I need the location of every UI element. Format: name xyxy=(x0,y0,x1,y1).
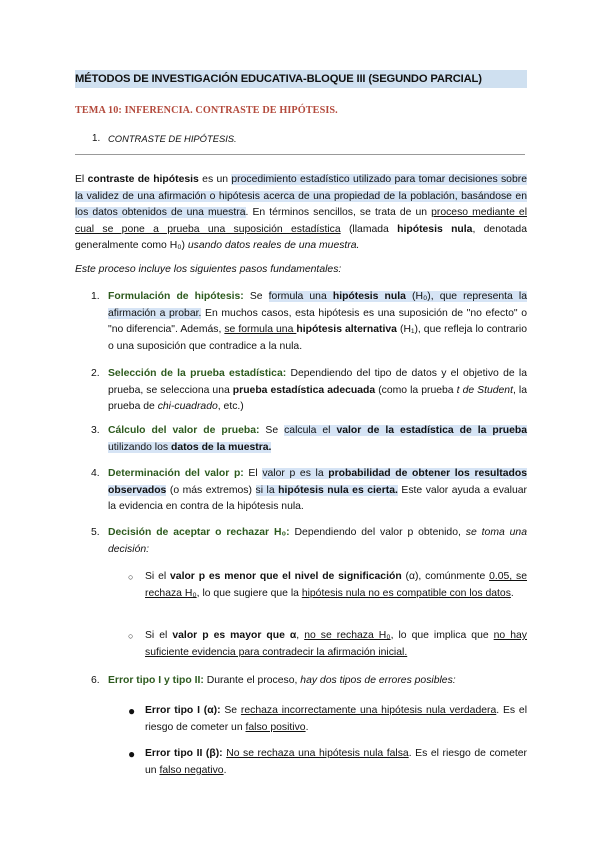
step-number: 3. xyxy=(91,425,100,436)
step-number: 5. xyxy=(91,527,100,538)
decision-bullet-not-reject: Si el valor p es mayor que α, no se rechaza H₀, lo que implica que no hay suficiente evidencia para contradecir la afirmación inicial. xyxy=(145,630,527,658)
step-decision: Decisión de aceptar o rechazar H₀: Dependiendo del valor p obtenido, se toma una decisión: xyxy=(108,527,527,555)
page-title: MÉTODOS DE INVESTIGACIÓN EDUCATIVA-BLOQUE III (SEGUNDO PARCIAL) xyxy=(75,70,527,88)
step-number: 4. xyxy=(91,468,100,479)
steps-lead: Este proceso incluye los siguientes pasos fundamentales: xyxy=(75,264,342,275)
decision-bullet-reject: Si el valor p es menor que el nivel de significación (α), comúnmente 0.05, se rechaza H₀, lo que sugiere que la hipótesis nula no es compatible con los datos. xyxy=(145,571,528,599)
bullet-dot-icon: ● xyxy=(128,704,136,718)
topic-heading: TEMA 10: INFERENCIA. CONTRASTE DE HIPÓTESIS. xyxy=(75,105,338,116)
intro-paragraph: El contraste de hipótesis es un procedimiento estadístico utilizado para tomar decisiones sobre la validez de una afirmación o hipótesis acerca de una propiedad de la población, basándose en los datos obtenidos de una muestra. En términos sencillos, se trata de un proceso mediante el cual se pone a prueba una suposición estadística (llamada hipótesis nula, denotada generalmente como H₀) usando datos reales de una muestra. xyxy=(75,174,527,252)
step-number: 2. xyxy=(91,368,100,379)
section-title: CONTRASTE DE HIPÓTESIS. xyxy=(108,133,237,144)
bullet-dot-icon: ● xyxy=(128,747,136,761)
section-number: 1. xyxy=(92,133,101,144)
step-number: 6. xyxy=(91,675,100,686)
step-valor-p: Determinación del valor p: El valor p es la probabilidad de obtener los resultados observados (o más extremos) si la hipótesis nula es cierta. Este valor ayuda a evaluar la evidencia en contra de la hipótesis nula. xyxy=(108,468,528,513)
step-number: 1. xyxy=(91,291,100,302)
step-seleccion: Selección de la prueba estadística: Dependiendo del tipo de datos y el objetivo de la prueba, se selecciona una prueba estadística adecuada (como la prueba t de Student, la prueba de chi-cuadrado, etc.) xyxy=(108,368,527,413)
error-type-1: Error tipo I (α): Se rechaza incorrectamente una hipótesis nula verdadera. Es el riesgo de cometer un falso positivo. xyxy=(145,705,528,733)
bullet-circle-icon: ○ xyxy=(128,572,134,582)
section-divider xyxy=(75,154,525,155)
step-errores: Error tipo I y tipo II: Durante el proceso, hay dos tipos de errores posibles: xyxy=(108,675,456,686)
error-type-2: Error tipo II (β): No se rechaza una hipótesis nula falsa. Es el riesgo de cometer un falso negativo. xyxy=(145,748,527,776)
step-formulacion: Formulación de hipótesis: Se formula una hipótesis nula (H₀), que representa la afirmación a probar. En muchos casos, esta hipótesis es una suposición de "no efecto" o "no diferencia". Además, se formula una hipótesis alternativa (H₁), que refleja lo contrario o una suposición que contradice a la nula. xyxy=(108,291,528,352)
bullet-circle-icon: ○ xyxy=(128,631,134,641)
step-calculo: Cálculo del valor de prueba: Se calcula el valor de la estadística de la prueba utilizando los datos de la muestra. xyxy=(108,425,527,453)
